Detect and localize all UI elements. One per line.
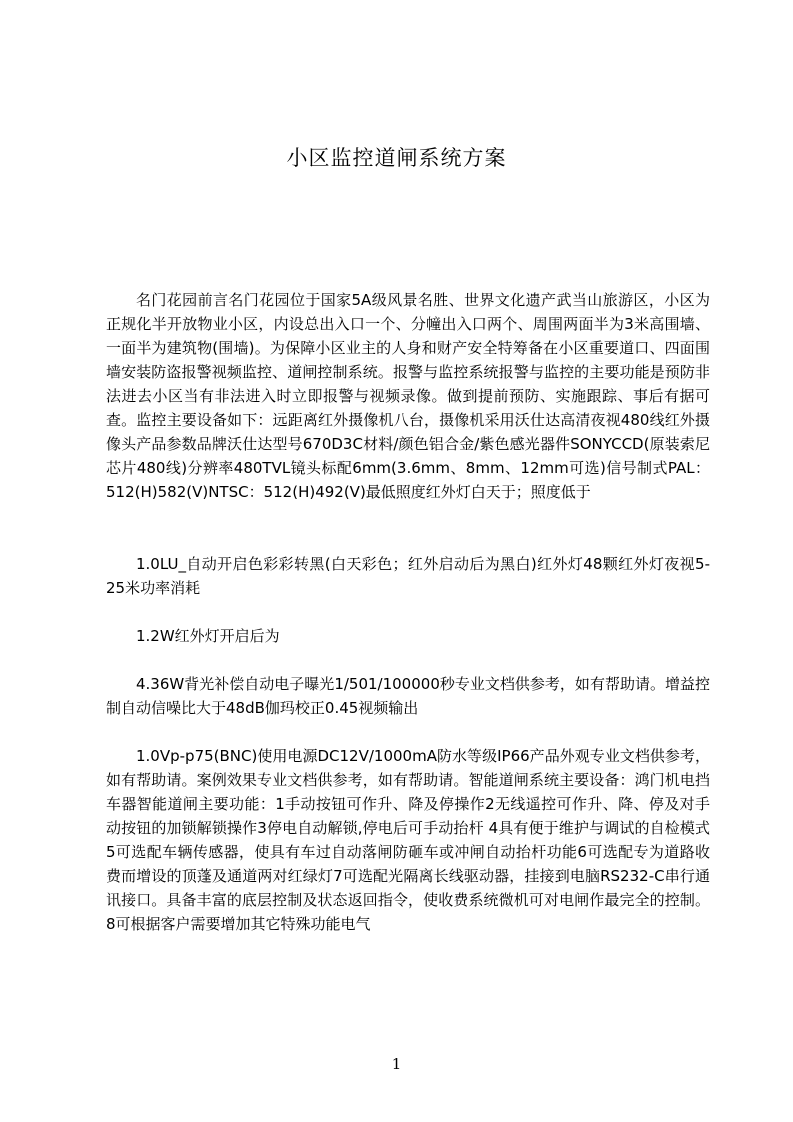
paragraph-backlight: 4.36W背光补偿自动电子曝光1/501/100000秒专业文档供参考，如有帮助请。增益控制自动信噪比大于48dB伽玛校正0.45视频输出: [106, 675, 710, 717]
document-title: 小区监控道闸系统方案: [286, 146, 507, 170]
paragraph-day-night: 1.0LU_自动开启色彩彩转黑(白天彩色；红外启动后为黑白)红外灯48颗红外灯夜视5-25米功率消耗: [106, 555, 710, 597]
page-number: 1: [391, 1055, 402, 1073]
paragraph-barrier-system: 1.0Vp-p75(BNC)使用电源DC12V/1000mA防水等级IP66产品外观专业文档供参考，如有帮助请。案例效果专业文档供参考，如有帮助请。智能道闸系统主要设备：鸿门机电挡车器智能道闸主要功能：1手动按钮可作升、降及停操作2无线遥控可作升、降、停及对手动按钮的加锁解锁操作3停电自动解锁,停电后可手动抬杆 4具有便于维护与调试的自检模式5可选配车辆传感器，使具有车过自动落闸防砸车或冲闸自动抬杆功能6可选配专为道路收费而增设的顶蓬及通道两对红绿灯7可选配光隔离长线驱动器，挂接到电脑RS232-C串行通讯接口。具备丰富的底层控制及状态返回指令，使收费系统微机可对电闸作最完全的控制。8可根据客户需要增加其它特殊功能电气: [106, 747, 710, 933]
paragraph-intro: 名门花园前言名门花园位于国家5A级风景名胜、世界文化遗产武当山旅游区，小区为正规化半开放物业小区，内设总出入口一个、分幢出入口两个、周围两面半为3米高围墙、一面半为建筑物(围墙)。为保障小区业主的人身和财产安全特筹备在小区重要道口、四面围墙安装防盗报警视频监控、道闸控制系统。报警与监控系统报警与监控的主要功能是预防非法进去小区当有非法进入时立即报警与视频录像。做到提前预防、实施跟踪、事后有据可查。监控主要设备如下：远距离红外摄像机八台，摄像机采用沃仕达高清夜视480线红外摄像头产品参数品牌沃仕达型号670D3C材料/颜色铝合金/紫色感光器件SONYCCD(原装索尼芯片480线)分辨率480TVL镜头标配6mm(3.6mm、8mm、12mm可选)信号制式PAL：512(H)582(V)NTSC：512(H)492(V)最低照度红外灯白天于；照度低于: [106, 291, 710, 501]
paragraph-ir-power: 1.2W红外灯开启后为: [136, 627, 280, 645]
document-body: [106, 288, 710, 960]
